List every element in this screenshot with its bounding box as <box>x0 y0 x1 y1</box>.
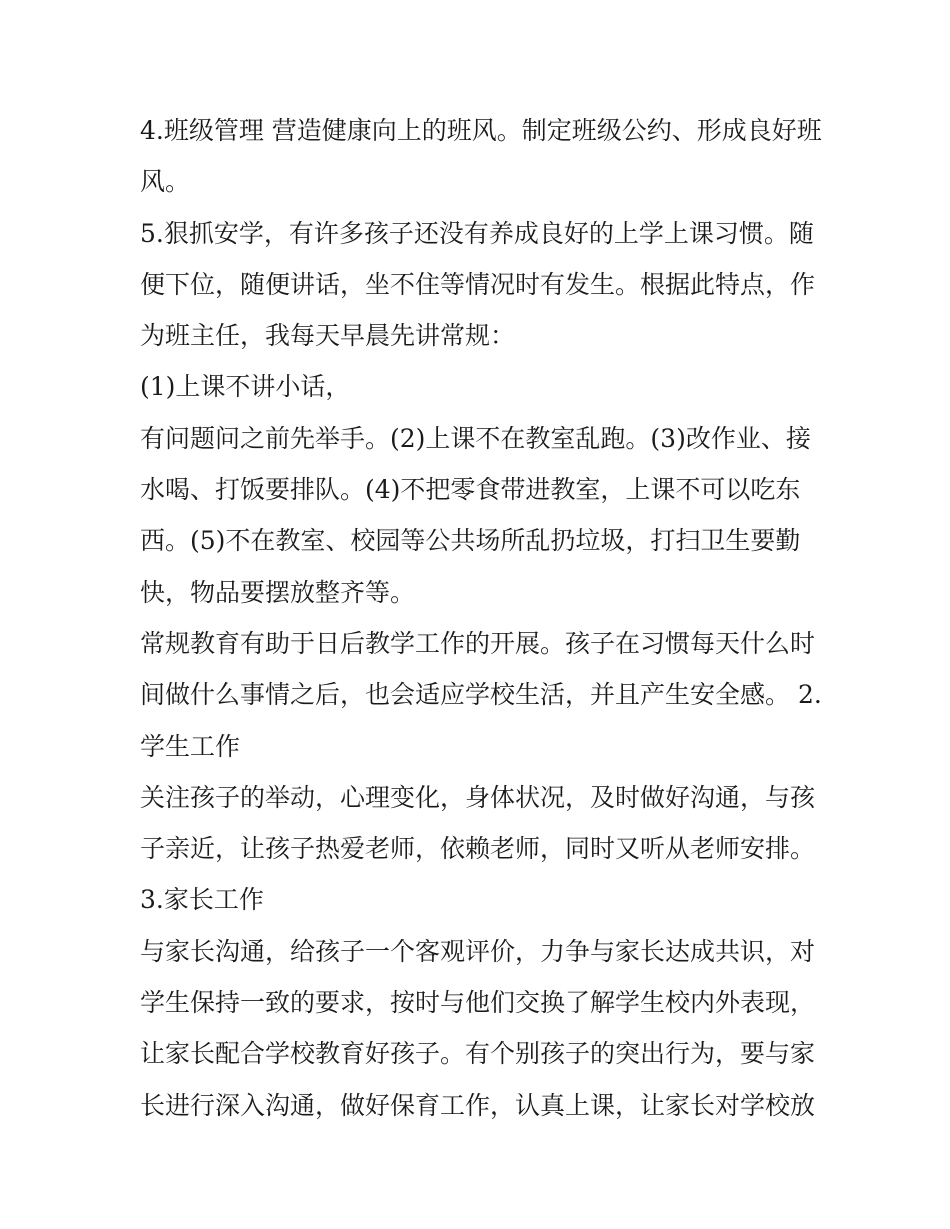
text-line: 风。 <box>140 167 191 197</box>
text-line: 关注孩子的举动，心理变化，身体状况，及时做好沟通，与孩 <box>140 782 816 812</box>
text-line: 有问题问之前先举手。(2)上课不在教室乱跑。(3)改作业、接 <box>140 423 811 453</box>
text-line: 学生保持一致的要求，按时与他们交换了解学生校内外表现， <box>140 988 816 1018</box>
text-line: 子亲近，让孩子热爱老师，依赖老师，同时又听从老师安排。 <box>140 834 816 864</box>
text-line: 西。(5)不在教室、校园等公共场所乱扔垃圾，打扫卫生要勤 <box>140 526 801 556</box>
text-line: (1)上课不讲小话， <box>140 372 351 402</box>
text-line: 3.家长工作 <box>140 885 264 915</box>
text-line: 便下位，随便讲话，坐不住等情况时有发生。根据此特点，作 <box>140 269 816 299</box>
text-line: 水喝、打饭要排队。(4)不把零食带进教室，上课不可以吃东 <box>140 475 801 505</box>
text-line: 让家长配合学校教育好孩子。有个别孩子的突出行为，要与家 <box>140 1039 816 1069</box>
text-line: 间做什么事情之后，也会适应学校生活，并且产生安全感。 2. <box>140 680 822 710</box>
document-body <box>140 105 830 1131</box>
text-line: 长进行深入沟通，做好保育工作，认真上课，让家长对学校放 <box>140 1090 816 1120</box>
text-line: 为班主任，我每天早晨先讲常规： <box>140 321 516 351</box>
text-line: 常规教育有助于日后教学工作的开展。孩子在习惯每天什么时 <box>140 628 816 658</box>
text-line: 与家长沟通，给孩子一个客观评价，力争与家长达成共识，对 <box>140 936 816 966</box>
text-line: 快，物品要摆放整齐等。 <box>140 577 416 607</box>
text-line: 4.班级管理 营造健康向上的班风。制定班级公约、形成良好班 <box>140 116 822 145</box>
text-line: 5.狠抓安学，有许多孩子还没有养成良好的上学上课习惯。随 <box>140 218 814 248</box>
text-line: 学生工作 <box>140 731 241 761</box>
